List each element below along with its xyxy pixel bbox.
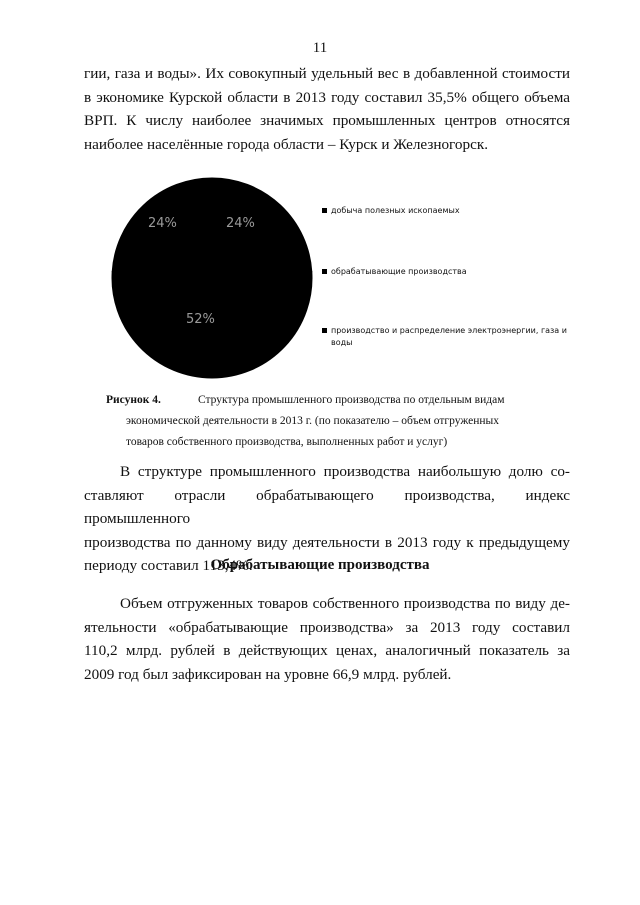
- body-paragraph: [84, 592, 570, 686]
- figure-caption: [106, 390, 566, 453]
- pie-data-label: 24%: [148, 216, 177, 231]
- text-line: периоду составил 113,4%.: [84, 557, 253, 574]
- legend-label-line: производство и распределение электроэнергии, газа и: [331, 326, 567, 335]
- intro-paragraph: [84, 62, 570, 156]
- pie-data-label: 52%: [186, 312, 215, 327]
- text-line: ВРП. К числу наиболее значимых промышленных центров относятся: [84, 112, 570, 129]
- pie-chart: [100, 185, 600, 380]
- text-line: В структуре промышленного производства наибольшую долю со-: [120, 463, 570, 480]
- caption-text: Структура промышленного производства по отдельным видам: [198, 394, 505, 406]
- text-line: 2009 год был зафиксирован на уровне 66,9 млрд. рублей.: [84, 665, 452, 683]
- text-line: гии, газа и воды». Их совокупный удельный вес в добавленной стоимости: [84, 65, 570, 82]
- legend-label: обрабатывающие производства: [331, 267, 467, 276]
- text-line: ятельности «обрабатывающие производства» за 2013 году составил: [84, 618, 570, 636]
- pie-data-label: 24%: [226, 216, 255, 231]
- legend-swatch: [322, 328, 327, 333]
- legend-label: добыча полезных ископаемых: [331, 206, 460, 215]
- legend-item: [322, 266, 591, 278]
- page-number: 11: [312, 40, 328, 56]
- legend-label-line: воды: [331, 338, 353, 347]
- caption-text: товаров собственного производства, выполненных работ и услуг): [126, 436, 448, 448]
- section-heading: Обрабатывающие производства: [210, 557, 430, 573]
- text-line: ставляют отрасли обрабатывающего производства, индекс промышленного: [84, 486, 570, 527]
- text-line: производства по данному виду деятельности в 2013 году к предыдущему: [84, 533, 570, 551]
- legend-item: [322, 325, 591, 349]
- pie-chart-svg: [100, 185, 320, 380]
- caption-label: Рисунок 4.: [106, 394, 161, 406]
- legend-swatch: [322, 208, 327, 213]
- text-line: в экономике Курской области в 2013 году составил 35,5% общего объема: [84, 88, 570, 106]
- text-line: Объем отгруженных товаров собственного производства по виду де-: [120, 595, 570, 612]
- text-line: наиболее населённые города области – Курск и Железногорск.: [84, 135, 489, 153]
- text-line: 110,2 млрд. рублей в действующих ценах, аналогичный показатель за: [84, 642, 570, 659]
- legend-item: [322, 205, 591, 217]
- legend-swatch: [322, 269, 327, 274]
- legend-label: [331, 325, 591, 349]
- caption-text: экономической деятельности в 2013 г. (по показателю – объем отгруженных: [126, 415, 500, 427]
